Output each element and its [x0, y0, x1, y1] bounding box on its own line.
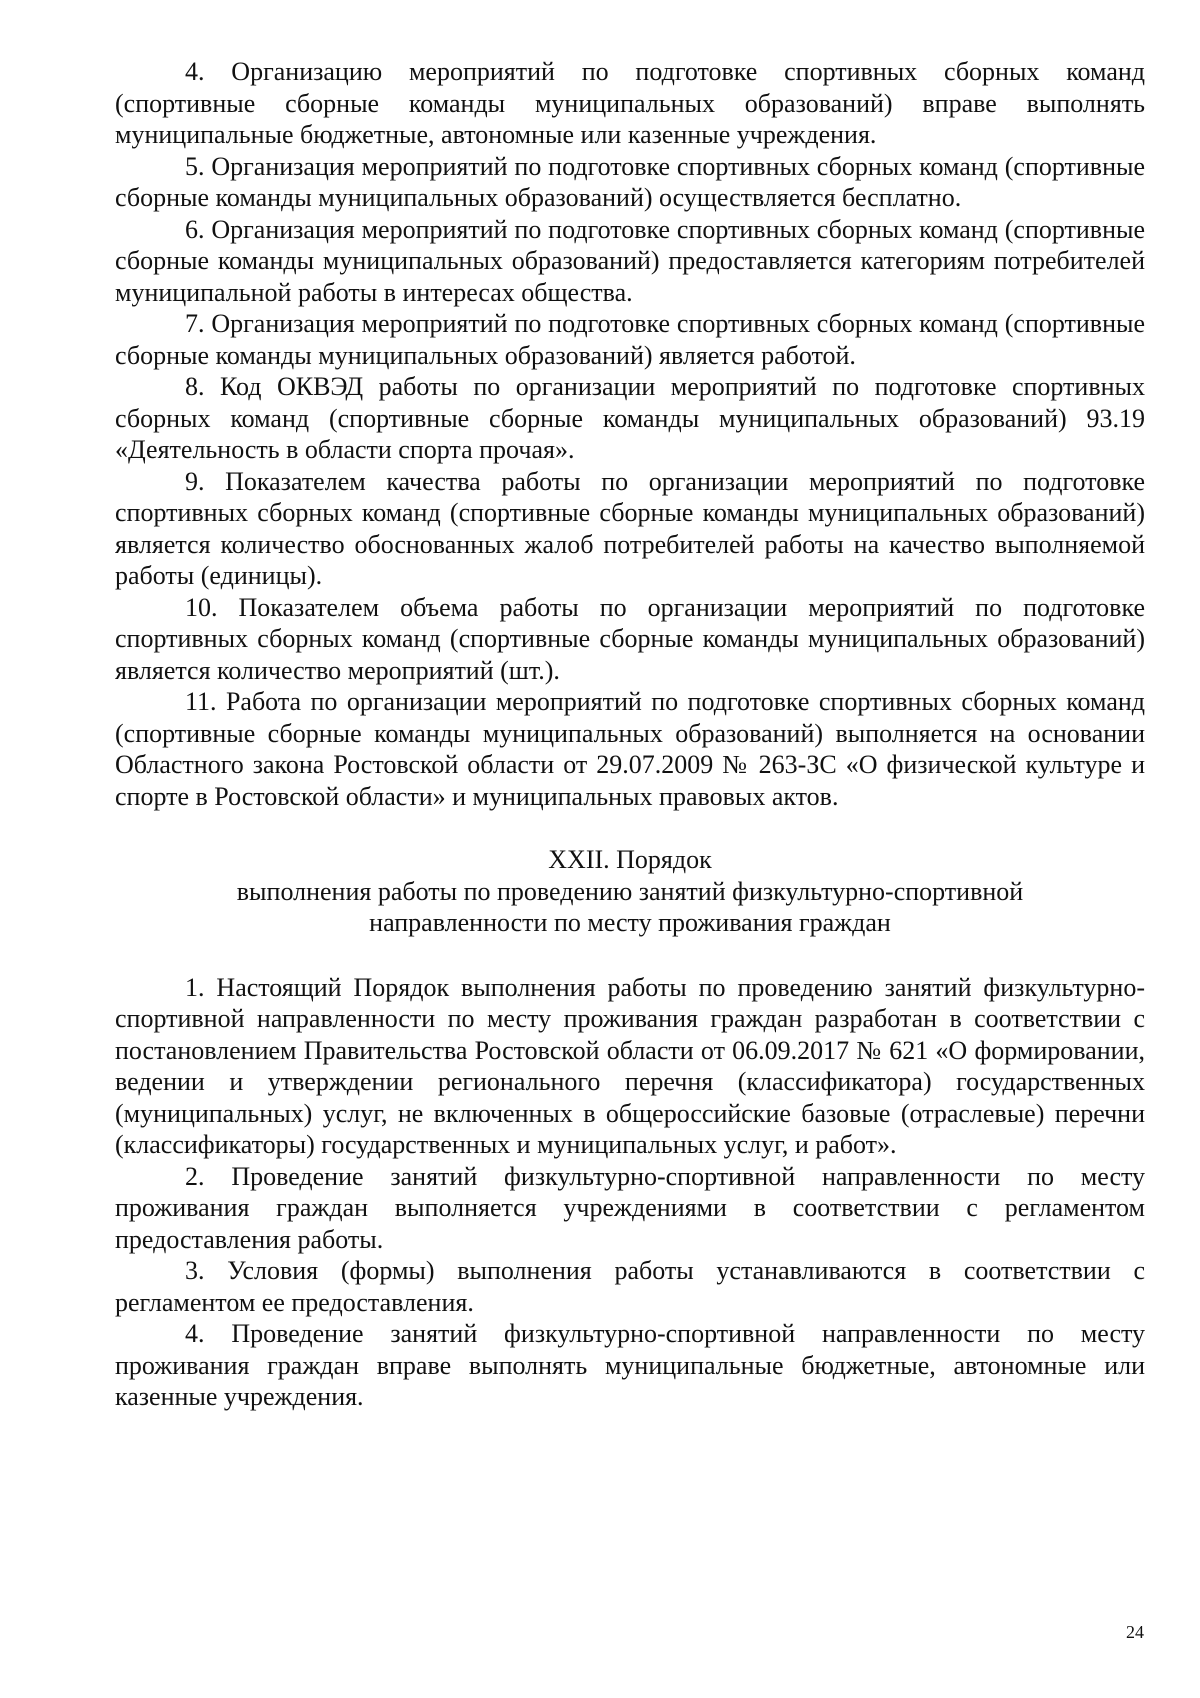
paragraph-item-10: 10. Показателем объема работы по организации мероприятий по подготовке спортивных сборных команд (спортивные сборные команды муниципальных образований) является количество мероприятий (шт.).	[115, 592, 1145, 685]
section-paragraph-2: 2. Проведение занятий физкультурно-спортивной направленности по месту проживания граждан выполняется учреждениями в соответствии с регламентом предоставления работы.	[115, 1161, 1145, 1254]
paragraph-item-8: 8. Код ОКВЭД работы по организации мероприятий по подготовке спортивных сборных команд (спортивные сборные команды муниципальных образований) 93.19 «Деятельность в области спорта прочая».	[115, 372, 1145, 464]
paragraphs-before	[115, 56, 1145, 812]
section-heading-number: XXII. Порядок	[548, 845, 712, 874]
section-paragraph-4: 4. Проведение занятий физкультурно-спортивной направленности по месту проживания граждан вправе выполнять муниципальные бюджетные, автономные или казенные учреждения.	[115, 1319, 1145, 1411]
paragraphs-after	[115, 972, 1145, 1413]
section-heading	[115, 844, 1145, 939]
paragraph-item-4: 4. Организацию мероприятий по подготовке спортивных сборных команд (спортивные сборные команды муниципальных образований) вправе выполнять муниципальные бюджетные, автономные или казенные учреждения.	[115, 57, 1145, 149]
section-paragraph-1: 1. Настоящий Порядок выполнения работы по проведению занятий физкультурно-спортивной направленности по месту проживания граждан разработан в соответствии с постановлением Правительства Ростовской области от 06.09.2017 № 621 «О формировании, ведении и утверждении регионального перечня (классификатора) государственных (муниципальных) услуг, не включенных в общероссийские базовые (отраслевые) перечни (классификаторы) государственных и муниципальных услуг, и работ».	[115, 972, 1145, 1159]
section-paragraph-3: 3. Условия (формы) выполнения работы устанавливаются в соответствии с регламентом ее предоставления.	[115, 1256, 1145, 1317]
paragraph-item-11: 11. Работа по организации мероприятий по подготовке спортивных сборных команд (спортивные сборные команды муниципальных образований) выполняется на основании Областного закона Ростовской области от 29.07.2009 № 263-ЗС «О физической культуре и спорте в Ростовской области» и муниципальных правовых актов.	[115, 687, 1145, 811]
page-number: 24	[1126, 1622, 1144, 1642]
paragraph-item-6: 6. Организация мероприятий по подготовке спортивных сборных команд (спортивные сборные команды муниципальных образований) предоставляется категориям потребителей муниципальной работы в интересах общества.	[115, 214, 1145, 307]
section-heading-line-2: выполнения работы по проведению занятий физкультурно-спортивной	[236, 876, 1024, 906]
paragraph-item-5: 5. Организация мероприятий по подготовке спортивных сборных команд (спортивные сборные команды муниципальных образований) осуществляется бесплатно.	[115, 151, 1145, 212]
paragraph-item-7: 7. Организация мероприятий по подготовке спортивных сборных команд (спортивные сборные команды муниципальных образований) является работой.	[115, 309, 1145, 370]
document-page	[115, 56, 1145, 1413]
paragraph-item-9: 9. Показателем качества работы по организации мероприятий по подготовке спортивных сборных команд (спортивные сборные команды муниципальных образований) является количество обоснованных жалоб потребителей работы на качество выполняемой работы (единицы).	[115, 466, 1145, 590]
section-heading-line-3: направленности по месту проживания граждан	[369, 908, 891, 937]
